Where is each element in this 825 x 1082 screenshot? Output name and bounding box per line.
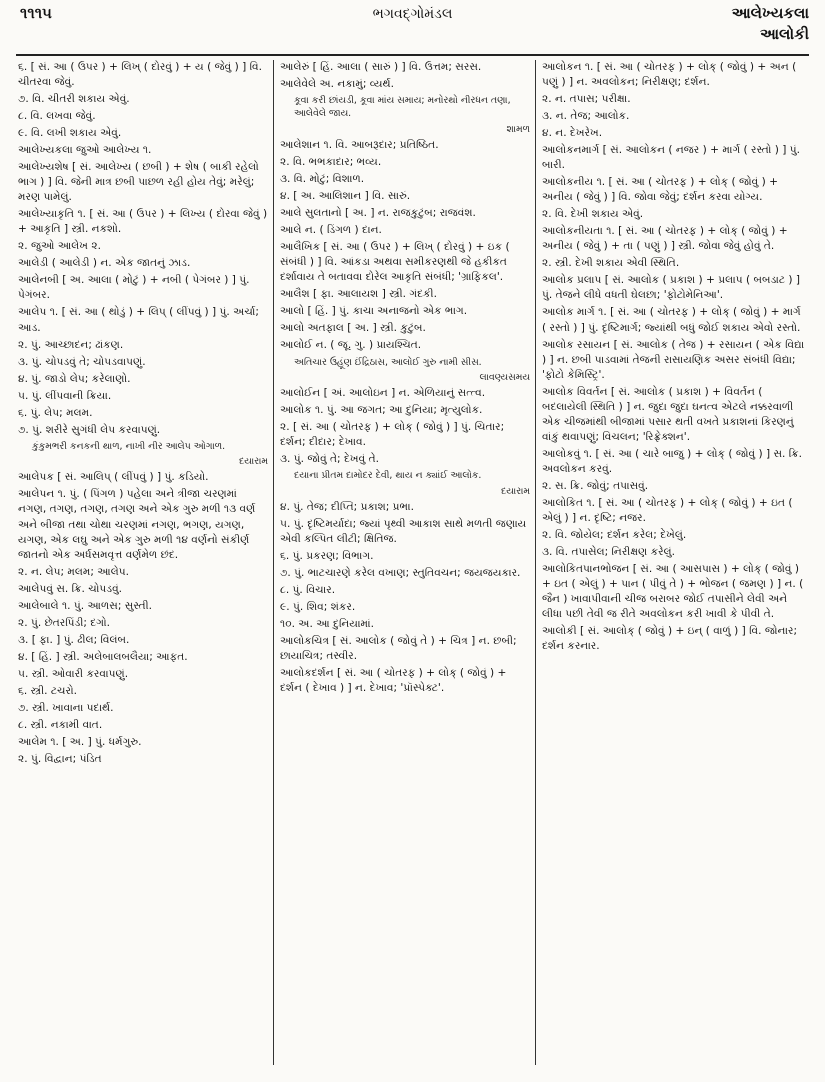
column-2 bbox=[280, 60, 530, 1072]
dictionary-entry: ૩. પું. ચોપડવું તે; ચોપડવાપણું. bbox=[18, 355, 146, 368]
dictionary-entry: ૨. ન. લેપ; મલમ; આલેપ. bbox=[18, 565, 130, 578]
dictionary-entry: આલોકનીય ૧. [ સં. આ ( ચોતરફ ) + લોક્ ( જોવું ) + અનીય ( જેવું ) ] વિ. જોવા જેવું; દર્શન કરવા યોગ્ય. bbox=[542, 176, 778, 204]
dictionary-entry: ૫. પું. લીંપવાની ક્રિયા. bbox=[18, 389, 112, 402]
dictionary-entry: ૪. [ અ. આલિશાન ] વિ. સારું. bbox=[280, 190, 411, 203]
dictionary-entry: ૨. સ્ત્રી. દેખી શકાય એવી સ્થિતિ. bbox=[542, 257, 680, 270]
quotation-source: લાવણ્યસમય bbox=[479, 371, 530, 383]
column-3 bbox=[542, 60, 808, 1072]
dictionary-entry: ૨. વિ. જોયેલ; દર્શન કરેલ; દેખેલું. bbox=[542, 528, 687, 541]
dictionary-entry: ૨. પું. છેતરપિંડી; દગો. bbox=[18, 616, 110, 629]
dictionary-entry: આલેખ્યકલા જુઓ આલેખ્ય ૧. bbox=[18, 144, 152, 157]
dictionary-entry: આલોકી [ સં. આલોક્ ( જોવું ) + ઇન્ ( વાળું ) ] વિ. જોનાર; દર્શન કરનાર. bbox=[542, 625, 798, 653]
dictionary-entry: આલેપવું સ. ક્રિ. ચોપડવું. bbox=[18, 582, 123, 595]
dictionary-entry: ૬. [ સં. આ ( ઉપર ) + લિખ્ ( દોરવું ) + ય ( જેવું ) ] વિ. ચીતરવા જેવું. bbox=[18, 61, 262, 89]
dictionary-entry: ૨. વિ. ભભકાદાર; ભવ્ય. bbox=[280, 156, 382, 169]
dictionary-entry: ૮. વિ. લખવા જેવું. bbox=[18, 110, 96, 123]
dictionary-entry: આલેપન ૧. પું. ( પિંગળ ) પહેલા અને ત્રીજા ચરણમાં નગણ, તગણ, તગણ, તગણ અને એક ગુરુ મળી ૧૩ વર્ણ અને બીજા તથા ચોથા ચરણમાં નગણ, ભગણ, યગણ, યગણ, એક લઘુ અને એક ગુરુ મળી ૧૪ વર્ણનો સંકીર્ણ જાતનો એક અર્ધસમવૃત્ત વર્ણમેળ છંદ. bbox=[18, 488, 256, 561]
dictionary-entry: ૯. પું. શિવ; શંકર. bbox=[280, 601, 356, 614]
dictionary-entry: આલોક વિવર્તન [ સં. આલોક ( પ્રકાશ ) + વિવર્તન ( બદલાયેલી સ્થિતિ ) ] ન. જુદા જુદા ઘનત્વ એટલે નક્કરવાળી એક ચીજમાંથી બીજામાં પસાર થતી વખતે પ્રકાશનાં કિરણનું વાંકું થવાપણું; વિચલન; 'રિફ્રેક્શન'. bbox=[542, 385, 794, 443]
dictionary-entry: ૩. ન. તેજ; આલોક. bbox=[542, 110, 630, 123]
dictionary-entry: આલોઈ ન. ( જૂ. ગુ. ) પ્રાયશ્ચિત. bbox=[280, 339, 422, 352]
dictionary-entry: ૨. પું. આચ્છાદન; ઢાંકણ. bbox=[18, 338, 124, 351]
dictionary-entry: ૬. સ્ત્રી. ટચરો. bbox=[18, 684, 77, 697]
dictionary-entry: આલેનબી [ અ. આલા ( મોટું ) + નબી ( પેગંબર ) ] પું. પેગંબર. bbox=[18, 274, 250, 302]
dictionary-entry: ૪. ન. દેખરેખ. bbox=[542, 127, 603, 140]
dictionary-entry: ૭. વિ. ચીતરી શકાય એવું. bbox=[18, 93, 130, 106]
dictionary-entry: આલે સુલતાનો [ અ. ] ન. રાજકુટુંબ; રાજવંશ. bbox=[280, 207, 476, 220]
dictionary-entry: ૭. સ્ત્રી. ખાવાના પદાર્થ. bbox=[18, 701, 114, 714]
dictionary-entry: આલેશાન ૧. વિ. આબરૂદાર; પ્રતિષ્ઠિત. bbox=[280, 139, 439, 152]
dictionary-entry: ૩. વિ. મોટું; વિશાળ. bbox=[280, 173, 365, 186]
dictionary-entry: આલો [ હિં. ] પું. કાચા અનાજનો એક ભાગ. bbox=[280, 305, 468, 318]
dictionary-entry: ૪. [ હિં. ] સ્ત્રી. અલેબાલબલૈયા; આફત. bbox=[18, 650, 188, 663]
quotation: કૂવા કરી છાંયડી, કૂવા માંય સમાય; મનોરથો નીરધન તણા, આલેવેલે જાય. bbox=[294, 95, 511, 120]
column-1 bbox=[18, 60, 268, 1072]
dictionary-entry: આલોકવું ૧. [ સં. આ ( ચારે બાજુ ) + લોક્ ( જોવું ) ] સ. ક્રિ. અવલોકન કરવું. bbox=[542, 447, 803, 475]
dictionary-entry: ૭. પું. ભાટચારણે કરેલ વખાણ; સ્તુતિવચન; જયજયકાર. bbox=[280, 567, 521, 580]
dictionary-entry: આલોકનમાર્ગ [ સં. આલોકન ( નજર ) + માર્ગ ( રસ્તો ) ] પું. બારી. bbox=[542, 144, 801, 172]
dictionary-entry: આલોક રસાયન [ સં. આલોક ( તેજ ) + રસાયન ( એક વિદ્યા ) ] ન. છબી પાડવામાં તેજની રાસાયણિક અસર સંબંધી વિદ્યા; 'ફોટો કેમિસ્ટ્રિ'. bbox=[542, 338, 805, 381]
dictionary-entry: આલોકદર્શન [ સં. આ ( ચોતરફ ) + લોક્ ( જોવું ) + દર્શન ( દેખાવ ) ] ન. દેખાવ; 'પ્રૉસ્પેક્ટ'. bbox=[280, 667, 507, 695]
quotation-source: દયારામ bbox=[239, 456, 268, 468]
dictionary-entry: આલેરું [ હિં. આલા ( સારું ) ] વિ. ઉત્તમ; સરસ. bbox=[280, 61, 482, 73]
dictionary-entry: આલોક પ્રલાપ [ સં. આલોક ( પ્રકાશ ) + પ્રલાપ ( બબડાટ ) ] પું. તેજને લીધે વધતી ઘેલછા; 'ફોટોમેનિઆ'. bbox=[542, 274, 801, 302]
dictionary-entry: આલેવેલે અ. નકામું; વ્યર્થ. bbox=[280, 78, 394, 91]
dictionary-entry: આલેપ ૧. [ સં. આ ( થોડું ) + લિપ્ ( લીંપવું ) ] પું. અર્ચા; આડ. bbox=[18, 306, 259, 334]
dictionary-entry: આલોકનીયતા ૧. [ સં. આ ( ચોતરફ ) + લોક્ ( જોવું ) + અનીય ( જેવું ) + તા ( પણું ) ] સ્ત્રી. જોવા જેવું હોવું તે. bbox=[542, 225, 788, 253]
page-header bbox=[0, 0, 825, 58]
dictionary-entry: ૨. ન. તપાસ; પરીક્ષા. bbox=[542, 93, 631, 106]
dictionary-entry: ૩. પું. જોવું તે; દેખવું તે. bbox=[280, 453, 379, 466]
column-divider bbox=[535, 60, 536, 1065]
dictionary-entry: ૫. સ્ત્રી. ઓવારી કરવાપણું. bbox=[18, 667, 129, 680]
dictionary-entry: આલૈશ [ ફા. આલાયશ ] સ્ત્રી. ગંદકી. bbox=[280, 288, 437, 301]
quotation: દયાના પ્રીતમ દામોદર દેવી, થાય ન ક્યાંઈ આલોક. bbox=[294, 470, 482, 482]
column-divider bbox=[273, 60, 274, 1065]
page-number: ૧૧૧૫ bbox=[20, 4, 52, 22]
dictionary-entry: આલોક ૧. પું. આ જગત; આ દુનિયા; મૃત્યુલોક. bbox=[280, 404, 483, 417]
dictionary-entry: આલો અતફાલ [ અ. ] સ્ત્રી. કુટુંબ. bbox=[280, 322, 426, 335]
dictionary-entry: ૮. સ્ત્રી. નકામી વાત. bbox=[18, 718, 103, 731]
dictionary-entry: આલોકન ૧. [ સં. આ ( ચોતરફ ) + લોક્ ( જોવું ) + અન ( પણું ) ] ન. અવલોકન; નિરીક્ષણ; દર્શન. bbox=[542, 61, 797, 89]
header-rule bbox=[16, 54, 809, 56]
dictionary-entry: આલૈખિક [ સં. આ ( ઉપર ) + લિખ્ ( દોરવું ) + ઇક ( સંબંધી ) ] વિ. આંકડા અથવા સમીકરણથી જે હકીકત દર્શાવાય તે બતાવવા દોરેલ આકૃતિ સંબંધી; 'ગ્રાફિકલ'. bbox=[280, 241, 510, 284]
running-head-first: આલેખ્યકલા bbox=[731, 4, 809, 22]
dictionary-entry: આલોકિતપાનભોજન [ સં. આ ( આસપાસ ) + લોક્ ( જોવું ) + ઇત ( એલું ) + પાન ( પીવું તે ) + ભોજન ( જમણ ) ] ન. ( જૈન ) ખાવાપીવાની ચીજ બરાબર જોઈ તપાસીને લેવી અને લીધા પછી તેવી જ રીતે અવલોકન કરી ખાવી કે પીવી તે. bbox=[542, 562, 804, 621]
dictionary-entry: ૨. જુઓ આલેખ ૨. bbox=[18, 240, 101, 253]
dictionary-entry: આલેબાલે ૧. પું. આળસ; સુસ્તી. bbox=[18, 599, 152, 612]
dictionary-entry: ૨. સ. ક્રિ. જોવું; તપાસવું. bbox=[542, 479, 649, 492]
dictionary-entry: ૫. પું. દૃષ્ટિમર્યાદા; જ્યાં પૃથ્વી આકાશ સાથે મળતી જણાય એવી કલ્પિત લીટી; ક્ષિતિજ. bbox=[280, 518, 527, 546]
dictionary-entry: ૨. વિ. દેખી શકાય એવું. bbox=[542, 208, 644, 221]
dictionary-entry: આલેડી ( આલેડી ) ન. એક જાતનું ઝાડ. bbox=[18, 257, 191, 270]
dictionary-entry: આલેખ્યશેષ [ સં. આલેખ્ય ( છબી ) + શેષ ( બાકી રહેલો ભાગ ) ] વિ. જેની માત્ર છબી પાછળ રહી હોય તેવું; મરેલું; મરણ પામેલું. bbox=[18, 161, 259, 204]
dictionary-entry: આલોકચિત્ર [ સં. આલોક ( જોવું તે ) + ચિત્ર ] ન. છબી; છાયાચિત્ર; તસ્વીર. bbox=[280, 635, 517, 663]
dictionary-entry: ૩. વિ. તપાસેલ; નિરીક્ષણ કરેલું. bbox=[542, 545, 675, 558]
dictionary-entry: આલેખ્યાકૃતિ ૧. [ સં. આ ( ઉપર ) + લિખ્ય ( દોરવા જેવું ) + આકૃતિ ] સ્ત્રી. નકશો. bbox=[18, 208, 268, 236]
dictionary-entry: આલેપક [ સં. આલિપ્ ( લીંપવું ) ] પું. કડિયો. bbox=[18, 471, 209, 484]
page-title: ભગવદ્ગોમંડલ bbox=[372, 6, 453, 22]
dictionary-entry: ૬. પું. લેપ; મલમ. bbox=[18, 406, 93, 419]
dictionary-entry: ૮. પું. વિચાર. bbox=[280, 584, 336, 597]
dictionary-entry: ૪. પું. તેજ; દીપ્તિ; પ્રકાશ; પ્રભા. bbox=[280, 501, 414, 514]
dictionary-entry: આલોઈન [ અં. આલોઇન ] ન. એળિયાનું સત્ત્વ. bbox=[280, 387, 486, 400]
dictionary-entry: ૧૦. અ. આ દુનિયામાં. bbox=[280, 618, 374, 631]
quotation-source: શામળ bbox=[506, 123, 530, 135]
dictionary-entry: ૭. પું. શરીરે સુગંધી લેપ કરવાપણું. bbox=[18, 423, 161, 436]
quotation: અતિચાર ઉહૂંણ ઈંદ્રિઠાસ, આલોઈ ગુરુ નામી સીસ. bbox=[294, 356, 482, 368]
dictionary-entry: આલોકિત ૧. [ સં. આ ( ચોતરફ ) + લોક્ ( જોવું ) + ઇત ( એલું ) ] ન. દૃષ્ટિ; નજર. bbox=[542, 496, 793, 524]
dictionary-entry: આલેમ ૧. [ અ. ] પું. ધર્મગુરુ. bbox=[18, 735, 142, 748]
dictionary-entry: ૪. પું. જાડો લેપ; કરેલાણો. bbox=[18, 372, 131, 385]
quotation-source: દયારામ bbox=[501, 485, 530, 497]
dictionary-entry: ૨. [ સં. આ ( ચોતરફ ) + લોક્ ( જોવું ) ] પું. ચિતાર; દર્શન; દીદાર; દેખાવ. bbox=[280, 421, 505, 449]
dictionary-entry: ૨. પું. વિદ્વાન; પંડિત bbox=[18, 752, 102, 765]
dictionary-entry: આલે ન. ( ડિંગળ ) દાન. bbox=[280, 224, 382, 237]
dictionary-entry: આલોક માર્ગ ૧. [ સં. આ ( ચોતરફ ) + લોક્ ( જોવું ) + માર્ગ ( રસ્તો ) ] પું. દૃષ્ટિમાર્ગ; જ્યાંથી બધું જોઈ શકાય એવો રસ્તો. bbox=[542, 306, 801, 334]
dictionary-entry: ૩. [ ફા. ] પું. ઢીલ; વિલંબ. bbox=[18, 633, 130, 646]
dictionary-entry: ૯. વિ. લખી શકાય એવું. bbox=[18, 127, 122, 140]
running-head-last: આલોકી bbox=[759, 25, 809, 43]
quotation: કુંકુમભરી કનકની થાળ, નાખી નીર આલેપ ઓગાળ. bbox=[32, 440, 226, 452]
dictionary-entry: ૬. પું. પ્રકરણ; વિભાગ. bbox=[280, 550, 374, 563]
